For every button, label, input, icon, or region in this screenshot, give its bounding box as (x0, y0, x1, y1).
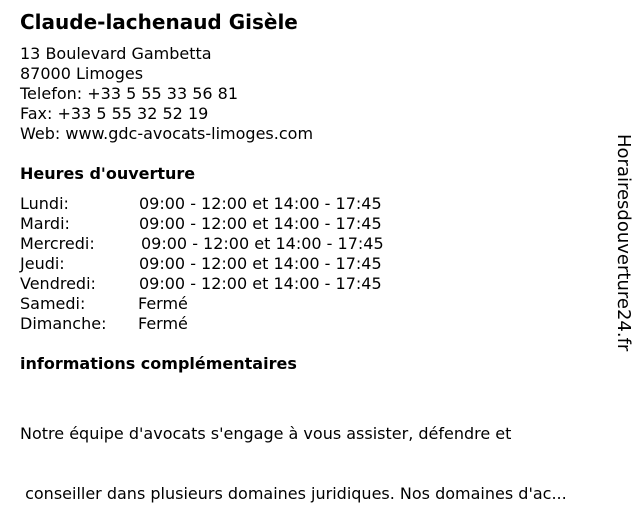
day-hours: 09:00 - 12:00 et 14:00 - 17:45 (139, 214, 382, 233)
phone-number[interactable]: Telefon: +33 5 55 33 56 81 (20, 84, 239, 103)
day-label: Dimanche: (20, 314, 107, 333)
hours-row-saturday (20, 294, 384, 314)
business-name: Claude-lachenaud Gisèle (20, 10, 298, 34)
hours-heading: Heures d'ouverture (20, 164, 196, 183)
day-hours: 09:00 - 12:00 et 14:00 - 17:45 (139, 194, 382, 213)
contact-block (20, 44, 313, 144)
day-label: Samedi: (20, 294, 86, 313)
info-description (20, 384, 567, 524)
hours-table (20, 194, 384, 334)
hours-row-friday (20, 274, 384, 294)
hours-row-tuesday (20, 214, 384, 234)
day-label: Jeudi: (20, 254, 65, 273)
website-link[interactable]: Web: www.gdc-avocats-limoges.com (20, 124, 314, 143)
watermark (611, 134, 635, 352)
day-label: Mercredi: (20, 234, 95, 253)
hours-row-monday (20, 194, 384, 214)
info-line: conseiller dans plusieurs domaines juridiques. Nos domaines d'ac... (20, 484, 567, 503)
address-street: 13 Boulevard Gambetta (20, 44, 212, 63)
watermark-text: Horairesdouverture24.fr (613, 134, 634, 352)
hours-row-thursday (20, 254, 384, 274)
address-city: 87000 Limoges (20, 64, 144, 83)
fax-number: Fax: +33 5 55 32 52 19 (20, 104, 209, 123)
day-label: Mardi: (20, 214, 70, 233)
info-line: Notre équipe d'avocats s'engage à vous assister, défendre et (20, 424, 512, 443)
day-label: Lundi: (20, 194, 69, 213)
day-hours: 09:00 - 12:00 et 14:00 - 17:45 (139, 274, 382, 293)
day-hours: 09:00 - 12:00 et 14:00 - 17:45 (141, 234, 384, 253)
day-label: Vendredi: (20, 274, 96, 293)
day-hours: Fermé (138, 314, 188, 333)
day-hours: Fermé (138, 294, 188, 313)
hours-row-wednesday (20, 234, 384, 254)
info-heading: informations complémentaires (20, 354, 297, 373)
day-hours: 09:00 - 12:00 et 14:00 - 17:45 (139, 254, 382, 273)
hours-row-sunday (20, 314, 384, 334)
